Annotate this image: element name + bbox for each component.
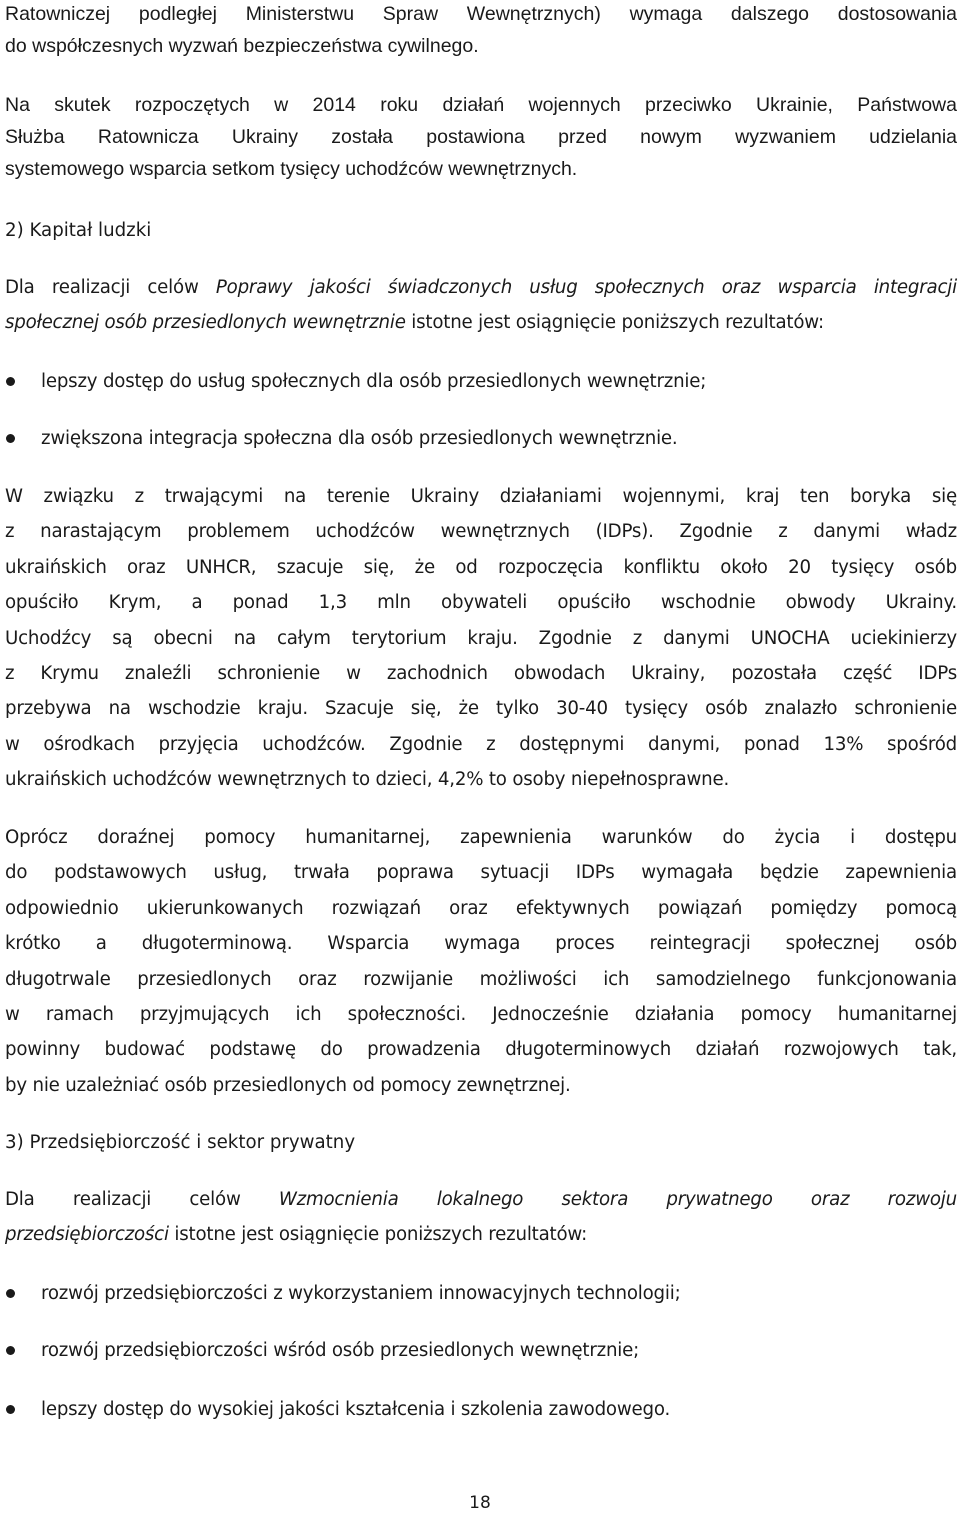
list-item-text: rozwój przedsiębiorczości z wykorzystaniem innowacyjnych technologii; bbox=[41, 1283, 681, 1304]
text-line bbox=[5, 305, 957, 340]
paragraph-idps bbox=[5, 479, 957, 798]
text-run: Dla realizacji celów bbox=[5, 277, 216, 298]
goal-title: Poprawy jakości świadczonych usług społecznych oraz wsparcia integracji bbox=[215, 277, 957, 298]
text-line: Służba Ratownicza Ukrainy została postawiona przed nowym wyzwaniem udzielania bbox=[5, 126, 957, 148]
goal-title: przedsiębiorczości bbox=[5, 1224, 169, 1246]
text-line: ukraińskich oraz UNHCR, szacuje się, że od rozpoczęcia konfliktu około 20 tysięcy osób bbox=[5, 556, 957, 578]
list-item-text: rozwój przedsiębiorczości wśród osób przesiedlonych wewnętrznie; bbox=[41, 1340, 640, 1361]
text-line: z narastającym problemem uchodźców wewnętrznych (IDPs). Zgodnie z danymi władz bbox=[5, 521, 957, 543]
paragraph-humanitarian bbox=[5, 820, 957, 1103]
text-line: do podstawowych usług, trwała poprawa sytuacji IDPs wymagała będzie zapewnienia bbox=[5, 862, 957, 884]
text-line: z Krymu znaleźli schronienie w zachodnich obwodach Ukrainy, pozostała część IDPs bbox=[5, 663, 957, 685]
text-line: przebywa na wschodzie kraju. Szacuje się, że tylko 30-40 tysięcy osób znalazło schronienie bbox=[5, 698, 957, 720]
bullet-icon bbox=[6, 1405, 15, 1414]
text-line: długotrwale przesiedlonych oraz rozwijanie możliwości ich samodzielnego funkcjonowania bbox=[5, 968, 957, 990]
text-line bbox=[5, 1182, 957, 1217]
section-intro bbox=[5, 1182, 957, 1253]
text-line bbox=[5, 270, 957, 305]
text-line: odpowiednio ukierunkowanych rozwiązań oraz efektywnych powiązań pomiędzy pomocą bbox=[5, 897, 957, 919]
text-line: Na skutek rozpoczętych w 2014 roku działań wojennych przeciwko Ukrainie, Państwowa bbox=[5, 94, 957, 116]
list-item-text: zwiększona integracja społeczna dla osób przesiedlonych wewnętrznie. bbox=[41, 428, 678, 449]
text-line bbox=[5, 1217, 957, 1252]
paragraph-continuation bbox=[5, 0, 957, 62]
text-line: w ośrodkach przyjęcia uchodźców. Zgodnie z dostępnymi danymi, ponad 13% spośród bbox=[5, 733, 957, 755]
page-number: 18 bbox=[469, 1493, 491, 1513]
list-item-text: lepszy dostęp do wysokiej jakości kształcenia i szkolenia zawodowego. bbox=[41, 1399, 671, 1420]
bullet-icon bbox=[6, 1289, 15, 1298]
section-intro bbox=[5, 270, 957, 341]
text-line: ukraińskich uchodźców wewnętrznych to dzieci, 4,2% to osoby niepełnosprawne. bbox=[5, 769, 730, 791]
list-item-text: lepszy dostęp do usług społecznych dla osób przesiedlonych wewnętrznie; bbox=[41, 371, 707, 392]
text-run: istotne jest osiągnięcie poniższych rezultatów: bbox=[168, 1224, 588, 1246]
text-run: istotne jest osiągnięcie poniższych rezultatów: bbox=[405, 312, 824, 334]
text-line: W związku z trwającymi na terenie Ukrainy działaniami wojennymi, kraj ten boryka się bbox=[5, 486, 957, 507]
section-heading-entrepreneurship: 3) Przedsiębiorczość i sektor prywatny bbox=[5, 1132, 356, 1153]
text-line: by nie uzależniać osób przesiedlonych od pomocy zewnętrznej. bbox=[5, 1074, 571, 1096]
text-line: krótko a długoterminową. Wsparcia wymaga proces reintegracji społecznej osób bbox=[5, 933, 957, 955]
bullet-icon bbox=[6, 434, 15, 443]
text-line: w ramach przyjmujących ich społeczności. Jednocześnie działania pomocy humanitarnej bbox=[5, 1004, 957, 1026]
text-line: systemowego wsparcia setkom tysięcy uchodźców wewnętrznych. bbox=[5, 158, 578, 180]
text-line: powinny budować podstawę do prowadzenia długoterminowych działań rozwojowych tak, bbox=[5, 1039, 957, 1061]
text-line: do współczesnych wyzwań bezpieczeństwa cywilnego. bbox=[5, 35, 479, 57]
section-heading-human-capital: 2) Kapitał ludzki bbox=[5, 220, 152, 241]
goal-title: społecznej osób przesiedlonych wewnętrznie bbox=[5, 312, 406, 334]
text-run: Dla realizacji celów bbox=[5, 1189, 279, 1210]
paragraph-war-context bbox=[5, 89, 957, 185]
text-line: Ratowniczej podległej Ministerstwu Spraw Wewnętrznych) wymaga dalszego dostosowania bbox=[5, 3, 957, 25]
bullet-icon bbox=[6, 1346, 15, 1355]
text-line: opuściło Krym, a ponad 1,3 mln obywateli opuściło wschodnie obwody Ukrainy. bbox=[5, 592, 957, 614]
text-line: Oprócz doraźnej pomocy humanitarnej, zapewnienia warunków do życia i dostępu bbox=[5, 827, 957, 848]
bullet-icon bbox=[6, 377, 15, 386]
text-line: Uchodźcy są obecni na całym terytorium kraju. Zgodnie z danymi UNOCHA uciekinierzy bbox=[5, 627, 957, 649]
goal-title: Wzmocnienia lokalnego sektora prywatnego oraz rozwoju bbox=[278, 1189, 957, 1210]
